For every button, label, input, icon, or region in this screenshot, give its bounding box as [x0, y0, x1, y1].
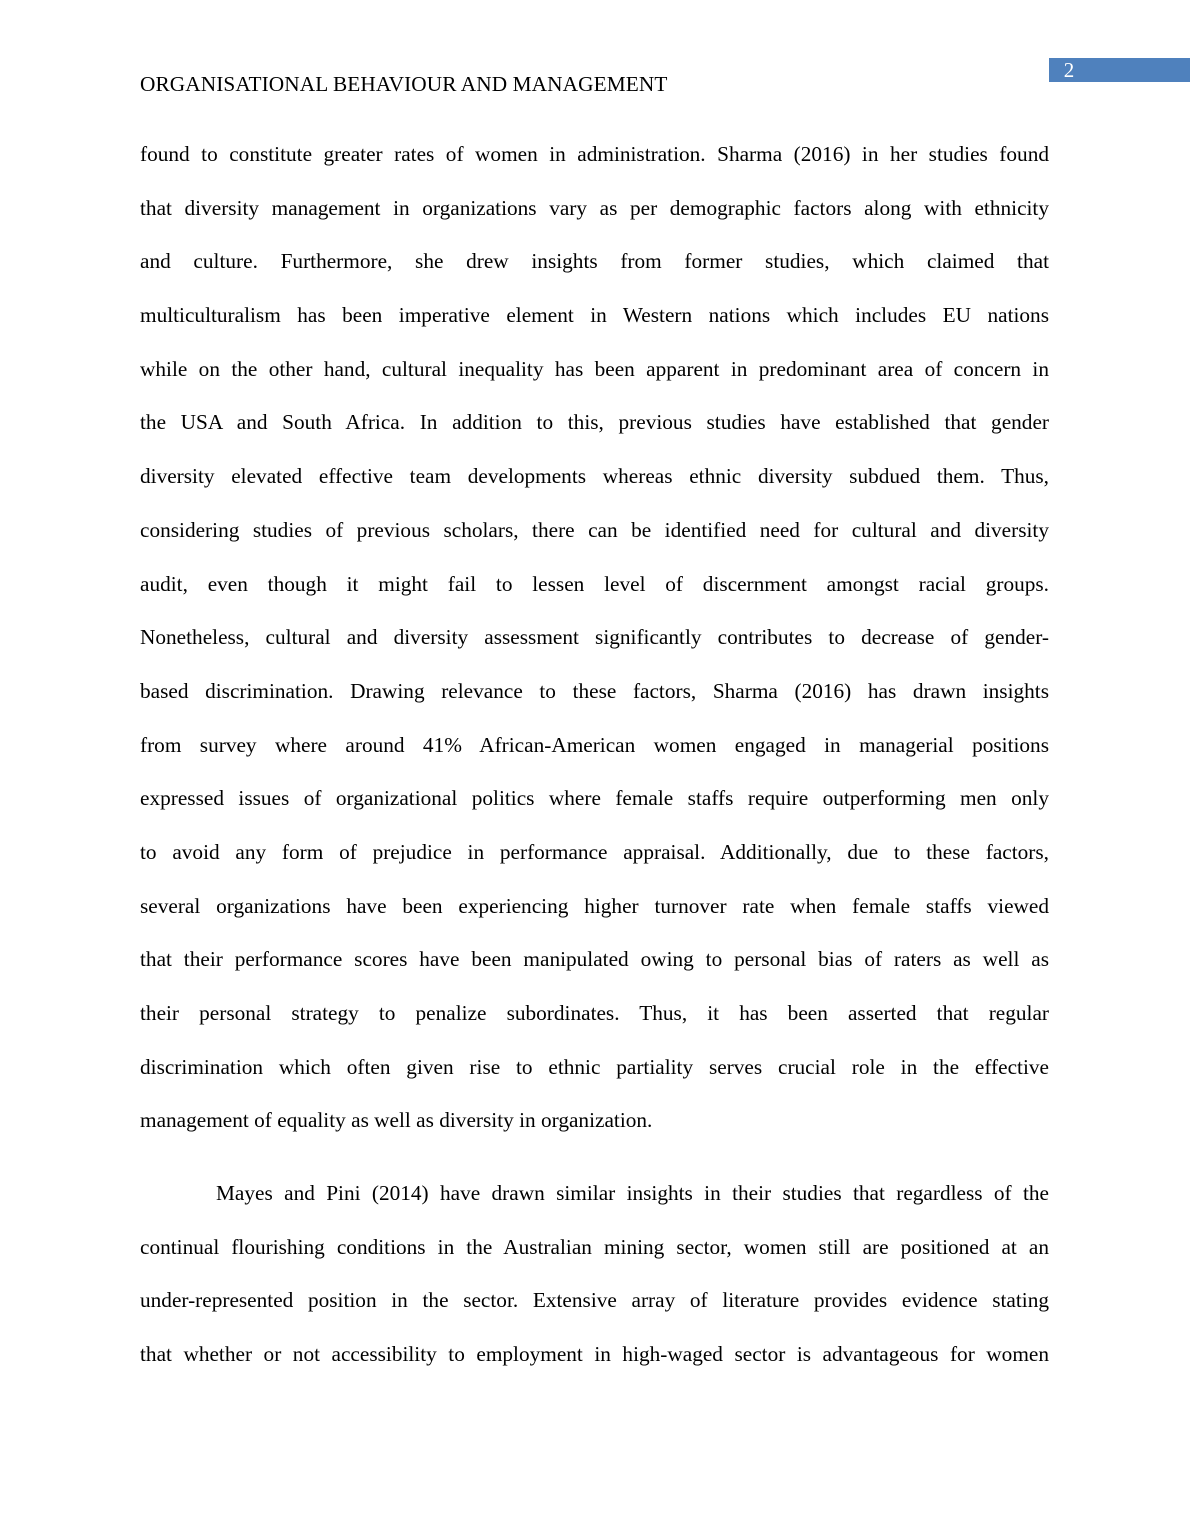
text-line: under-represented position in the sector. Extensive array of literature provides evidence stating	[140, 1288, 1049, 1313]
text-line: management of equality as well as diversity in organization.	[140, 1108, 653, 1133]
text-line: discrimination which often given rise to ethnic partiality serves crucial role in the effective	[140, 1054, 1049, 1079]
text-line: the USA and South Africa. In addition to this, previous studies have established that gender	[140, 410, 1049, 435]
text-line: from survey where around 41% African-American women engaged in managerial positions	[140, 732, 1049, 757]
text-line: expressed issues of organizational politics where female staffs require outperforming men only	[140, 786, 1049, 811]
text-line: multiculturalism has been imperative element in Western nations which includes EU nations	[140, 303, 1049, 328]
text-line: to avoid any form of prejudice in performance appraisal. Additionally, due to these factors,	[140, 839, 1049, 864]
text-line: continual flourishing conditions in the Australian mining sector, women still are positioned at an	[140, 1234, 1049, 1259]
text-line: found to constitute greater rates of women in administration. Sharma (2016) in her studies found	[140, 142, 1049, 166]
text-line: Nonetheless, cultural and diversity assessment significantly contributes to decrease of gender-	[140, 625, 1049, 650]
text-line: that their performance scores have been manipulated owing to personal bias of raters as well as	[140, 947, 1049, 972]
text-line: and culture. Furthermore, she drew insights from former studies, which claimed that	[140, 249, 1049, 274]
page-number: 2	[1063, 58, 1075, 82]
text-line: Mayes and Pini (2014) have drawn similar insights in their studies that regardless of the	[216, 1181, 1049, 1205]
text-line: that whether or not accessibility to employment in high-waged sector is advantageous for women	[140, 1342, 1049, 1367]
text-line: several organizations have been experiencing higher turnover rate when female staffs viewed	[140, 893, 1049, 918]
text-line: based discrimination. Drawing relevance to these factors, Sharma (2016) has drawn insights	[140, 678, 1049, 703]
text-line: considering studies of previous scholars, there can be identified need for cultural and diversity	[140, 517, 1049, 542]
text-line: audit, even though it might fail to lessen level of discernment amongst racial groups.	[140, 571, 1049, 596]
text-line: while on the other hand, cultural inequality has been apparent in predominant area of concern in	[140, 356, 1049, 381]
page-number-bar	[1049, 58, 1190, 82]
text-line: diversity elevated effective team developments whereas ethnic diversity subdued them. Thus,	[140, 464, 1049, 489]
paragraph-1	[140, 140, 1049, 1160]
running-header: ORGANISATIONAL BEHAVIOUR AND MANAGEMENT	[140, 72, 668, 96]
paragraph-2	[140, 1179, 1049, 1394]
text-line: their personal strategy to penalize subordinates. Thus, it has been asserted that regular	[140, 1001, 1049, 1025]
text-line: that diversity management in organizations vary as per demographic factors along with ethnicity	[140, 195, 1049, 220]
